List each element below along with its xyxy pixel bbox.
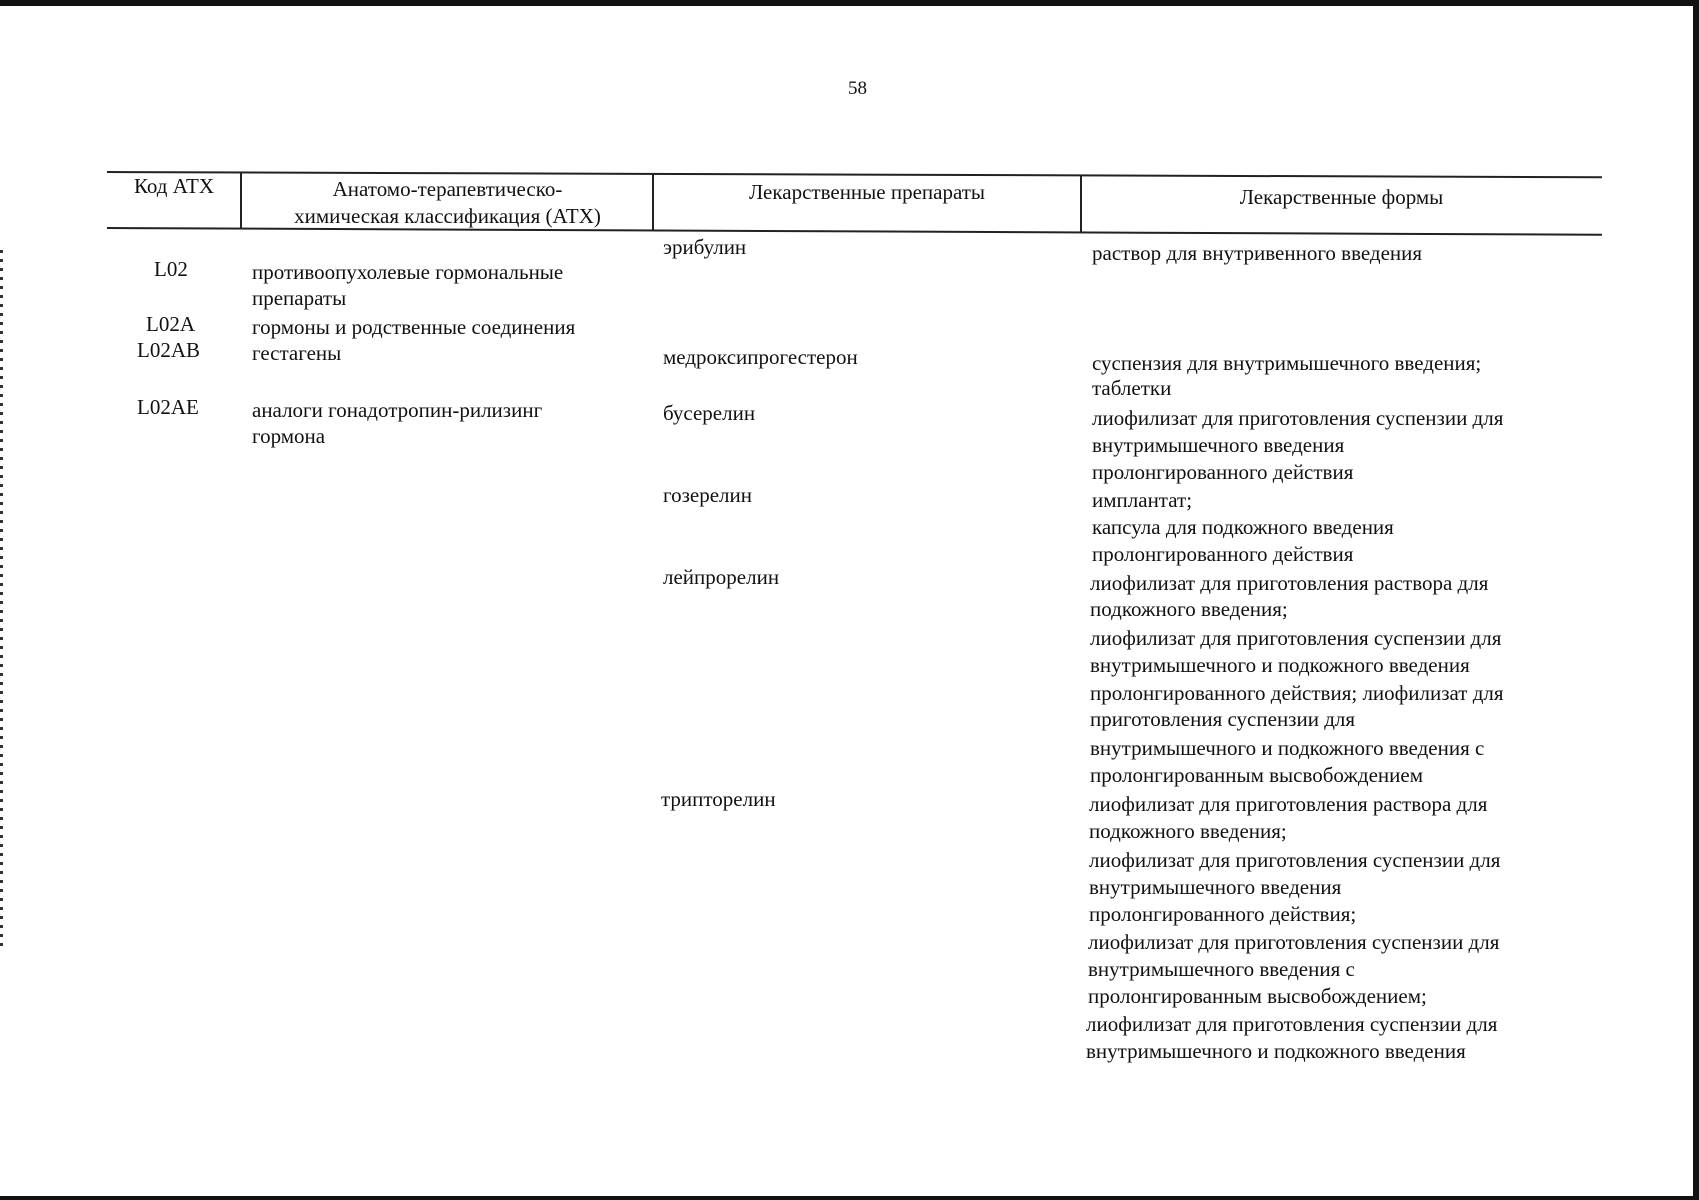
header-divider-3	[1080, 175, 1082, 233]
atc-description-line: противоопухолевые гормональные	[252, 260, 564, 284]
header-divider-2	[652, 173, 654, 230]
scan-edge-right	[1693, 0, 1699, 1200]
atc-code: L02A	[146, 312, 195, 336]
dosage-form-line: лиофилизат для приготовления раствора для	[1089, 792, 1488, 816]
dosage-form-line: внутримышечного и подкожного введения	[1086, 1039, 1466, 1063]
dosage-form-line: приготовления суспензии для	[1090, 707, 1356, 731]
header-atc-line2: химическая классификация (АТХ)	[294, 204, 601, 228]
dosage-form-line: лиофилизат для приготовления суспензии для	[1088, 930, 1500, 954]
dosage-form-line: суспензия для внутримышечного введения;	[1092, 351, 1482, 375]
atc-code: L02AE	[137, 395, 199, 419]
scan-edge-left	[0, 250, 3, 950]
drug-name: гозерелин	[663, 483, 752, 507]
dosage-form-line: лиофилизат для приготовления суспензии для	[1090, 626, 1502, 650]
header-forms: Лекарственные формы	[1239, 185, 1444, 209]
dosage-form-line: лиофилизат для приготовления суспензии для	[1086, 1012, 1498, 1036]
dosage-form-line: подкожного введения;	[1089, 819, 1287, 843]
dosage-form-line: внутримышечного введения с	[1088, 957, 1355, 981]
dosage-form-line: капсула для подкожного введения	[1092, 515, 1394, 539]
atc-description-line: гормоны и родственные соединения	[252, 315, 576, 339]
atc-code: L02	[154, 257, 188, 281]
header-divider-1	[240, 172, 242, 228]
drug-name: медроксипрогестерон	[663, 345, 858, 369]
dosage-form-line: пролонгированного действия;	[1089, 902, 1357, 926]
page-number: 58	[848, 78, 867, 99]
header-atc-line1: Анатомо-терапевтическо-	[332, 177, 563, 201]
atc-description-line: аналоги гонадотропин-рилизинг	[252, 398, 543, 422]
atc-description-line: гестагены	[252, 341, 342, 365]
scan-edge-bottom	[0, 1196, 1699, 1200]
header-code: Код АТХ	[133, 174, 215, 198]
dosage-form-line: лиофилизат для приготовления суспензии для	[1092, 406, 1504, 430]
scan-edge-top	[0, 0, 1699, 6]
drug-name: эрибулин	[663, 235, 747, 259]
dosage-form-line: пролонгированным высвобождением;	[1088, 984, 1427, 1008]
dosage-form-line: таблетки	[1092, 376, 1172, 400]
drug-name: бусерелин	[663, 401, 756, 425]
dosage-form-line: лиофилизат для приготовления раствора для	[1090, 571, 1489, 595]
dosage-form-line: внутримышечного введения	[1089, 875, 1342, 899]
atc-description-line: гормона	[252, 424, 326, 448]
dosage-form-line: лиофилизат для приготовления суспензии для	[1089, 848, 1501, 872]
dosage-form-line: пролонгированного действия; лиофилизат для	[1090, 681, 1504, 705]
atc-description-line: препараты	[252, 286, 347, 310]
drug-name: лейпрорелин	[663, 565, 780, 589]
dosage-form-line: внутримышечного и подкожного введения с	[1090, 736, 1485, 760]
dosage-form-line: имплантат;	[1092, 488, 1193, 512]
dosage-form-line: внутримышечного введения	[1092, 433, 1345, 457]
dosage-form-line: внутримышечного и подкожного введения	[1090, 653, 1470, 677]
dosage-form-line: пролонгированным высвобождением	[1090, 763, 1423, 787]
dosage-form-line: раствор для внутривенного введения	[1092, 241, 1423, 265]
drug-name: трипторелин	[661, 787, 776, 811]
dosage-form-line: пролонгированного действия	[1092, 542, 1354, 566]
header-drugs: Лекарственные препараты	[748, 180, 986, 204]
dosage-form-line: пролонгированного действия	[1092, 460, 1354, 484]
atc-code: L02AB	[137, 338, 200, 362]
dosage-form-line: подкожного введения;	[1090, 597, 1288, 621]
